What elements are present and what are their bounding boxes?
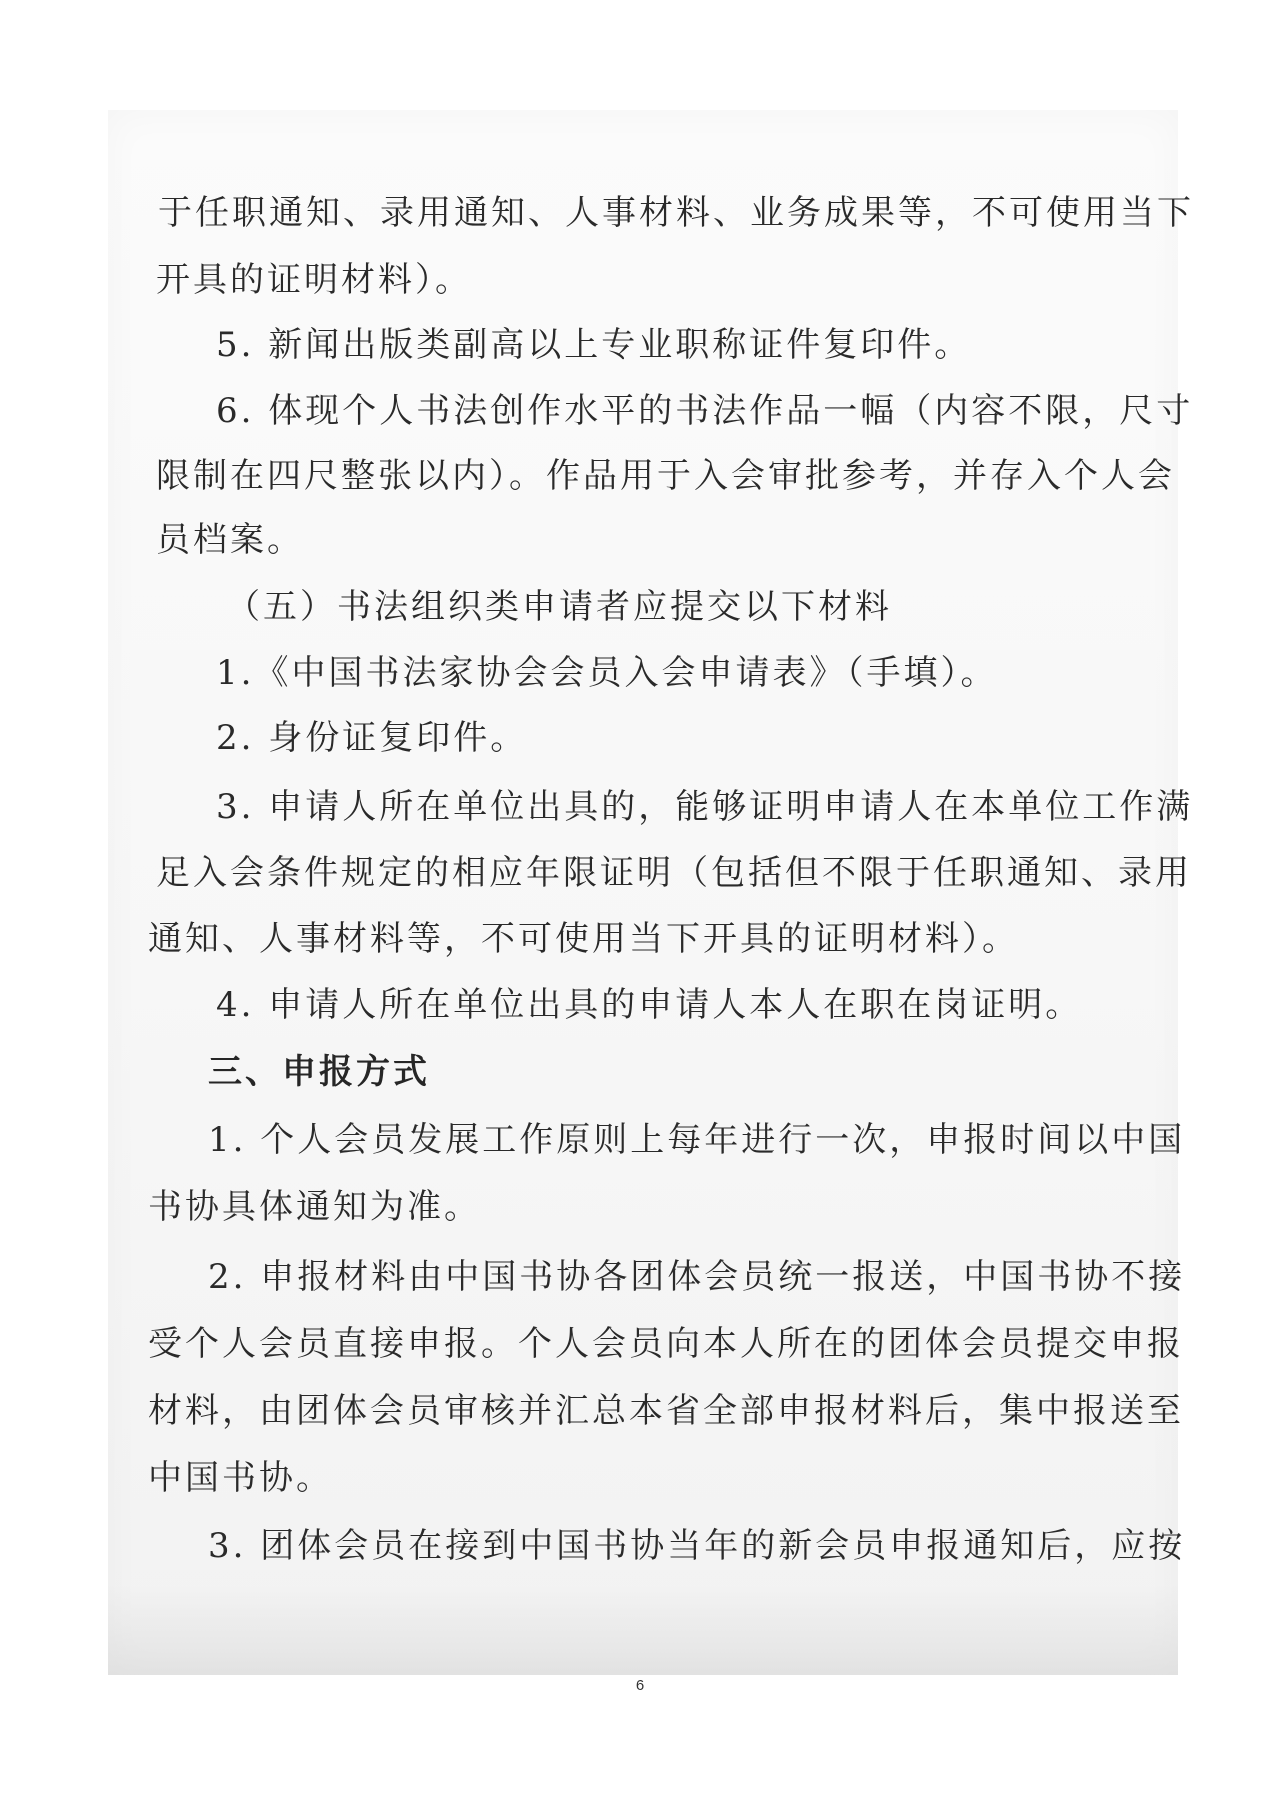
- body-text-line: 书协具体通知为准。: [148, 1187, 481, 1227]
- body-text-line: 员档案。: [156, 520, 304, 560]
- body-text-line: 中国书协。: [148, 1458, 333, 1498]
- page-number: 6: [635, 1677, 645, 1694]
- body-text-line: 于任职通知、录用通知、人事材料、业务成果等，不可使用当下: [158, 193, 1194, 233]
- body-text-line: 开具的证明材料）。: [156, 260, 472, 300]
- list-item: 1. 个人会员发展工作原则上每年进行一次，申报时间以中国: [208, 1120, 1186, 1160]
- list-item: 2. 身份证复印件。: [216, 718, 528, 758]
- subsection-heading: （五）书法组织类申请者应提交以下材料: [226, 587, 892, 627]
- body-text-line: 足入会条件规定的相应年限证明（包括但不限于任职通知、录用: [156, 853, 1192, 893]
- body-text-line: 受个人会员直接申报。个人会员向本人所在的团体会员提交申报: [148, 1324, 1184, 1364]
- body-text-line: 限制在四尺整张以内）。作品用于入会审批参考，并存入个人会: [156, 456, 1175, 496]
- scanned-page: [108, 110, 1194, 1675]
- list-item: 1.《中国书法家协会会员入会申请表》（手填）。: [216, 653, 998, 693]
- list-item: 2. 申报材料由中国书协各团体会员统一报送，中国书协不接: [208, 1257, 1186, 1297]
- list-item: 5. 新闻出版类副高以上专业职称证件复印件。: [216, 325, 972, 365]
- body-text-line: 通知、人事材料等，不可使用当下开具的证明材料）。: [148, 919, 1019, 959]
- list-item: 4. 申请人所在单位出具的申请人本人在职在岗证明。: [216, 985, 1083, 1025]
- list-item: 3. 申请人所在单位出具的，能够证明申请人在本单位工作满: [216, 787, 1194, 827]
- section-heading: 三、申报方式: [208, 1052, 430, 1092]
- body-text-line: 材料，由团体会员审核并汇总本省全部申报材料后，集中报送至: [148, 1391, 1184, 1431]
- list-item: 3. 团体会员在接到中国书协当年的新会员申报通知后，应按: [208, 1526, 1186, 1566]
- list-item: 6. 体现个人书法创作水平的书法作品一幅（内容不限，尺寸: [216, 391, 1194, 431]
